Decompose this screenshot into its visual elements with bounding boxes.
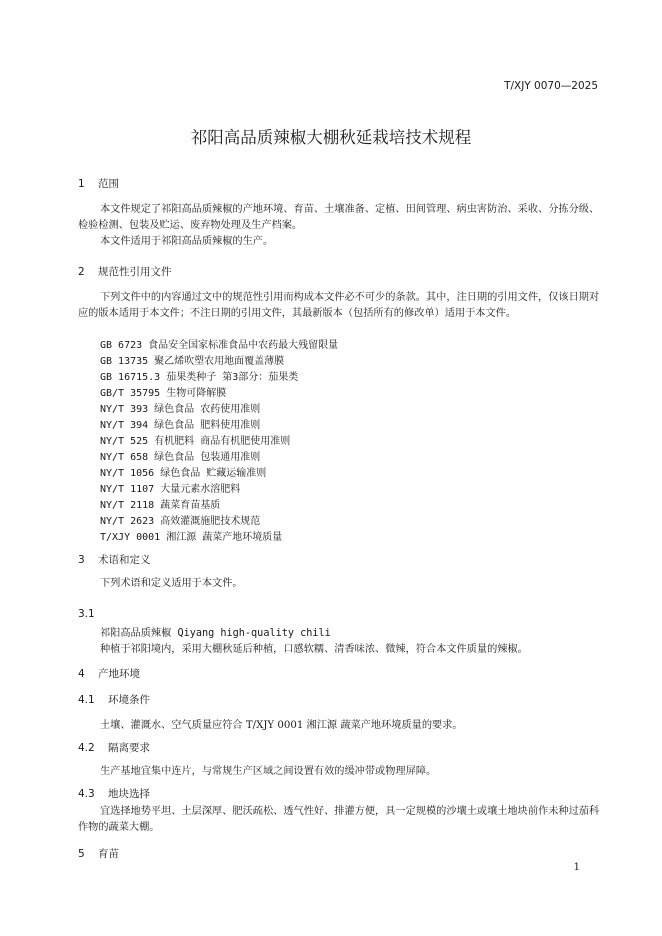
section-2-heading (78, 264, 172, 279)
page-number: 1 (573, 862, 580, 873)
subsection-4-1-heading (78, 692, 150, 707)
reference-item: NY/T 658 绿色食品 包装通用准则 (100, 452, 261, 463)
section-number: 4 (78, 668, 85, 680)
section-title: 产地环境 (98, 668, 140, 680)
section-number: 5 (78, 848, 85, 860)
section-3-heading (78, 552, 151, 567)
reference-item: NY/T 2118 蔬菜育苗基质 (100, 500, 221, 511)
subsection-4-2-heading (78, 740, 150, 755)
subsection-3-1-number: 3.1 (78, 608, 95, 620)
reference-item: NY/T 525 有机肥料 商品有机肥使用准则 (100, 436, 291, 447)
section-1-paragraph-1: 本文件规定了祁阳高品质辣椒的产地环境、育苗、土壤准备、定植、田间管理、病虫害防治、采收、分拣分级、检验检测、包装及贮运、废弃物处理及生产档案。 (78, 204, 600, 231)
section-2-intro: 下列文件中的内容通过文中的规范性引用而构成本文件必不可少的条款。其中，注日期的引用文件，仅该日期对应的版本适用于本文件；不注日期的引用文件，其最新版本（包括所有的修改单）适用于本文件。 (78, 292, 600, 319)
subsection-number: 4.3 (78, 788, 95, 800)
subsection-4-3-text: 宜选择地势平坦、土层深厚、肥沃疏松、透气性好、排灌方便，具一定规模的沙壤土或壤土地块前作未种过茄科作物的蔬菜大棚。 (78, 806, 600, 833)
section-1-paragraph-2: 本文件适用于祁阳高品质辣椒的生产。 (100, 236, 274, 247)
section-number: 2 (78, 266, 85, 278)
term-definition: 种植于祁阳境内，采用大棚秋延后种植，口感软糯、清香味浓、微辣，符合本文件质量的辣椒。 (100, 644, 528, 655)
reference-item: NY/T 1107 大量元素水溶肥料 (100, 484, 241, 495)
subsection-title: 环境条件 (108, 694, 150, 706)
section-title: 术语和定义 (98, 554, 151, 566)
reference-item: NY/T 2623 高效灌溉施肥技术规范 (100, 516, 261, 527)
section-number: 3 (78, 554, 85, 566)
section-title: 规范性引用文件 (98, 266, 172, 278)
reference-item: NY/T 394 绿色食品 肥料使用准则 (100, 420, 261, 431)
subsection-4-1-text: 土壤、灌溉水、空气质量应符合 T/XJY 0001 湘江源 蔬菜产地环境质量的要求。 (100, 720, 463, 731)
subsection-4-3-heading (78, 786, 150, 801)
subsection-number: 4.2 (78, 742, 95, 754)
reference-item: GB 13735 聚乙烯吹塑农用地面覆盖薄膜 (100, 356, 285, 367)
document-number: T/XJY 0070—2025 (504, 80, 598, 92)
reference-item: GB 6723 食品安全国家标准食品中农药最大残留限量 (100, 340, 339, 351)
reference-item: GB 16715.3 茄果类种子 第3部分：茄果类 (100, 372, 299, 383)
reference-item: T/XJY 0001 湘江源 蔬菜产地环境质量 (100, 532, 283, 543)
section-3-intro: 下列术语和定义适用于本文件。 (100, 578, 243, 589)
reference-item: GB/T 35795 生物可降解膜 (100, 388, 227, 399)
term-chinese: 祁阳高品质辣椒 (100, 628, 172, 639)
term-entry (100, 624, 331, 639)
section-title: 育苗 (98, 848, 119, 860)
subsection-title: 地块选择 (108, 788, 150, 800)
document-title: 祁阳高品质辣椒大棚秋延栽培技术规程 (190, 128, 472, 147)
section-1-heading (78, 176, 119, 191)
reference-item: NY/T 1056 绿色食品 贮藏运输准则 (100, 468, 267, 479)
section-4-heading (78, 666, 140, 681)
subsection-4-2-text: 生产基地宜集中连片，与常规生产区域之间设置有效的缓冲带或物理屏障。 (100, 766, 437, 777)
subsection-title: 隔离要求 (108, 742, 150, 754)
section-5-heading (78, 846, 119, 861)
reference-item: NY/T 393 绿色食品 农药使用准则 (100, 404, 261, 415)
section-number: 1 (78, 178, 85, 190)
section-title: 范围 (98, 178, 119, 190)
term-english: Qiyang high-quality chili (171, 628, 331, 639)
subsection-number: 4.1 (78, 694, 95, 706)
